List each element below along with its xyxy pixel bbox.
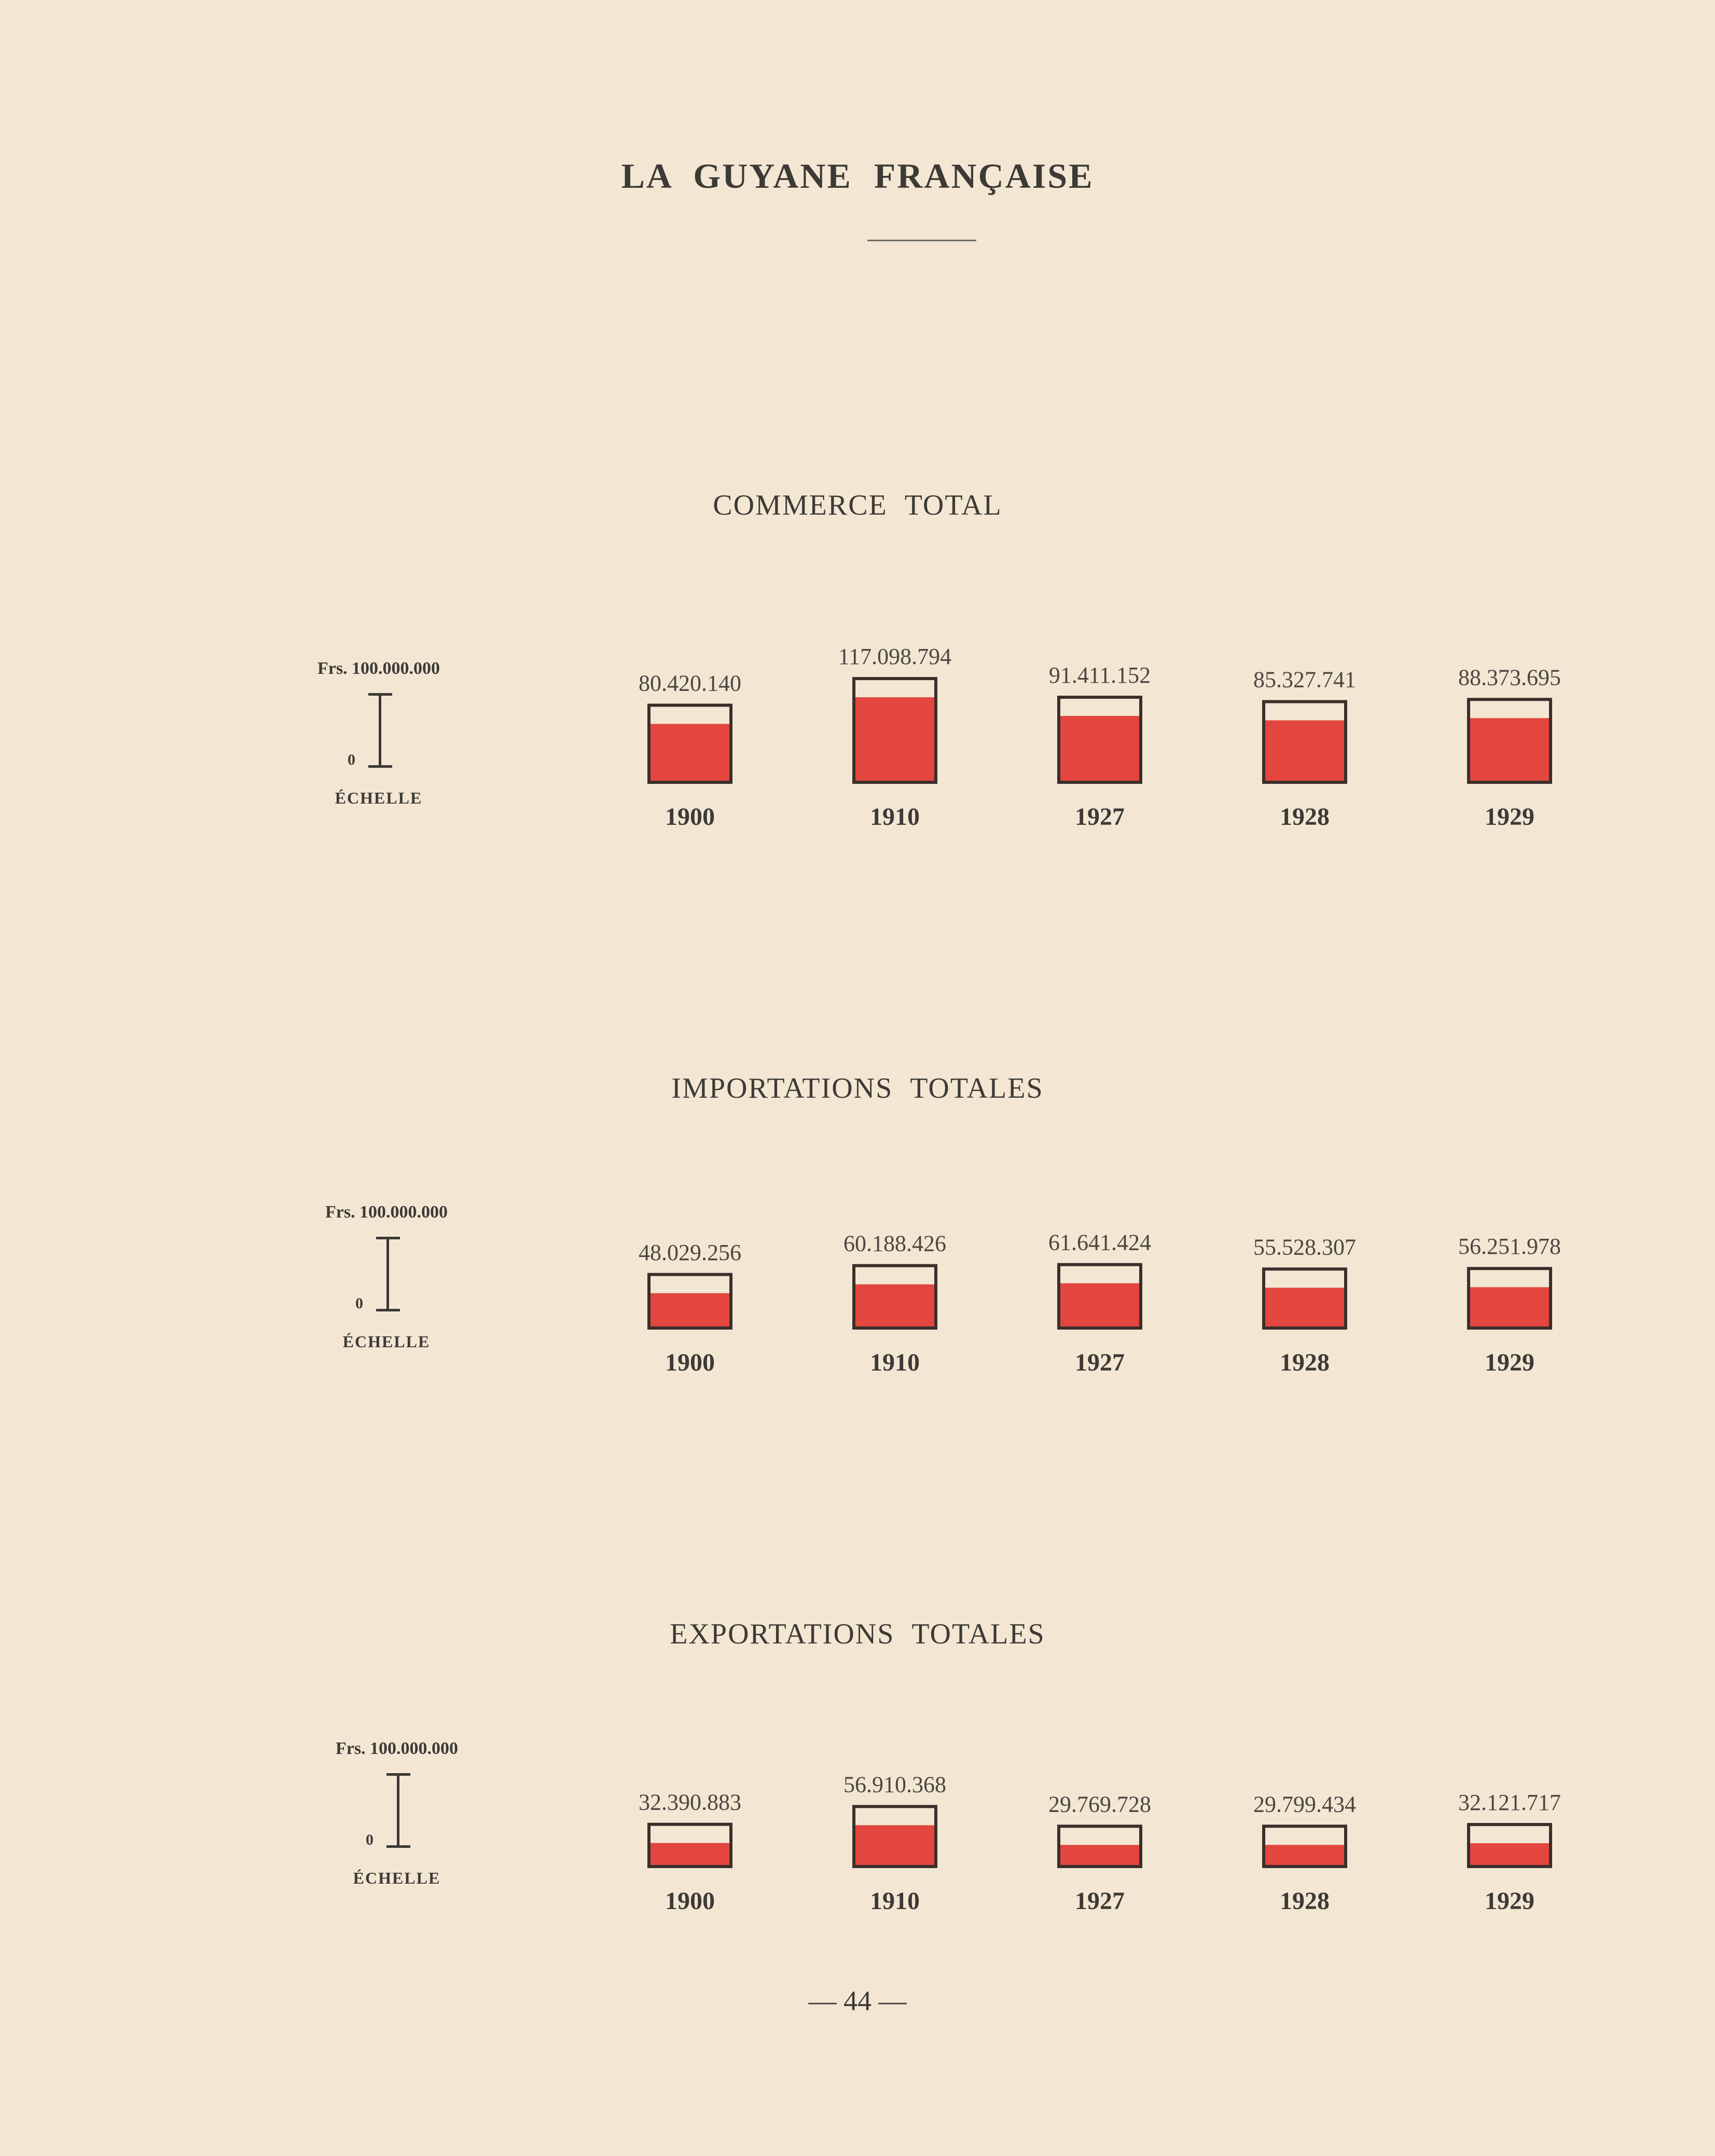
data-label: 85.327.741 xyxy=(1253,667,1356,693)
bar-group xyxy=(1458,1790,1561,1915)
section-title-exportations: EXPORTATIONS TOTALES xyxy=(670,1618,1045,1650)
bar xyxy=(1470,1287,1549,1326)
bar-group xyxy=(639,1790,741,1915)
bar xyxy=(1470,1843,1549,1865)
year-tick-label: 1929 xyxy=(1485,803,1534,831)
data-label: 117.098.794 xyxy=(838,644,952,670)
bar-group xyxy=(843,1231,946,1376)
year-tick-label: 1928 xyxy=(1280,1349,1330,1376)
bar-group xyxy=(639,670,741,831)
bar-group xyxy=(1049,662,1151,831)
bar-group xyxy=(1458,1234,1561,1376)
scale-zero-label: 0 xyxy=(366,1831,374,1848)
bar xyxy=(855,1825,934,1865)
bar-group xyxy=(1253,1234,1356,1376)
scale-label: ÉCHELLE xyxy=(335,789,423,807)
data-label: 88.373.695 xyxy=(1458,665,1561,690)
year-tick-label: 1927 xyxy=(1075,803,1125,831)
data-label: 56.910.368 xyxy=(843,1772,946,1798)
scale-top-label: Frs. 100.000.000 xyxy=(317,659,440,678)
bar-group xyxy=(1253,1791,1356,1915)
page-title: LA GUYANE FRANÇAISE xyxy=(621,156,1094,196)
year-tick-label: 1900 xyxy=(665,803,715,831)
data-label: 29.799.434 xyxy=(1253,1791,1356,1817)
bar-group xyxy=(639,1240,741,1376)
year-tick-label: 1900 xyxy=(665,1887,715,1915)
bar xyxy=(1060,1283,1139,1326)
bar xyxy=(651,724,729,781)
scale-top-label: Frs. 100.000.000 xyxy=(325,1203,448,1222)
bar xyxy=(1265,1845,1344,1865)
bar xyxy=(651,1293,729,1326)
data-label: 29.769.728 xyxy=(1048,1791,1151,1817)
data-label: 48.029.256 xyxy=(639,1239,741,1265)
year-tick-label: 1927 xyxy=(1075,1887,1125,1915)
bar-group xyxy=(838,644,951,831)
bar xyxy=(1470,718,1549,781)
bar-group xyxy=(1253,667,1356,831)
year-tick-label: 1927 xyxy=(1075,1349,1125,1376)
year-tick-label: 1910 xyxy=(870,1887,920,1915)
bar xyxy=(1265,1288,1344,1326)
bar-group xyxy=(1458,665,1561,831)
scale-label: ÉCHELLE xyxy=(342,1332,431,1351)
section-title-importations: IMPORTATIONS TOTALES xyxy=(671,1072,1044,1104)
data-label: 60.188.426 xyxy=(843,1231,946,1256)
data-label: 80.420.140 xyxy=(639,670,741,696)
scale-label: ÉCHELLE xyxy=(353,1869,441,1887)
scale-zero-label: 0 xyxy=(355,1295,363,1312)
section-title-commerce: COMMERCE TOTAL xyxy=(713,489,1002,521)
bar xyxy=(1265,721,1344,781)
data-label: 91.411.152 xyxy=(1048,662,1151,688)
bar-group xyxy=(1048,1791,1151,1915)
year-tick-label: 1910 xyxy=(870,1349,920,1376)
data-label: 55.528.307 xyxy=(1253,1234,1356,1260)
year-tick-label: 1929 xyxy=(1485,1349,1534,1376)
year-tick-label: 1928 xyxy=(1280,1887,1330,1915)
page-number: — 44 — xyxy=(808,1985,907,2016)
data-label: 61.641.424 xyxy=(1048,1229,1151,1255)
year-tick-label: 1900 xyxy=(665,1349,715,1376)
bar xyxy=(651,1843,729,1865)
data-label: 56.251.978 xyxy=(1458,1234,1561,1260)
bar-group xyxy=(1048,1230,1151,1376)
scale-zero-label: 0 xyxy=(348,751,355,768)
year-tick-label: 1928 xyxy=(1280,803,1330,831)
bar xyxy=(855,1284,934,1326)
bar xyxy=(1060,716,1139,781)
data-label: 32.390.883 xyxy=(639,1789,741,1815)
scale-top-label: Frs. 100.000.000 xyxy=(335,1739,459,1758)
year-tick-label: 1910 xyxy=(870,803,920,831)
data-label: 32.121.717 xyxy=(1458,1790,1561,1816)
bar xyxy=(855,697,934,781)
bar-group xyxy=(843,1772,946,1915)
year-tick-label: 1929 xyxy=(1485,1887,1534,1915)
bar xyxy=(1060,1845,1139,1865)
